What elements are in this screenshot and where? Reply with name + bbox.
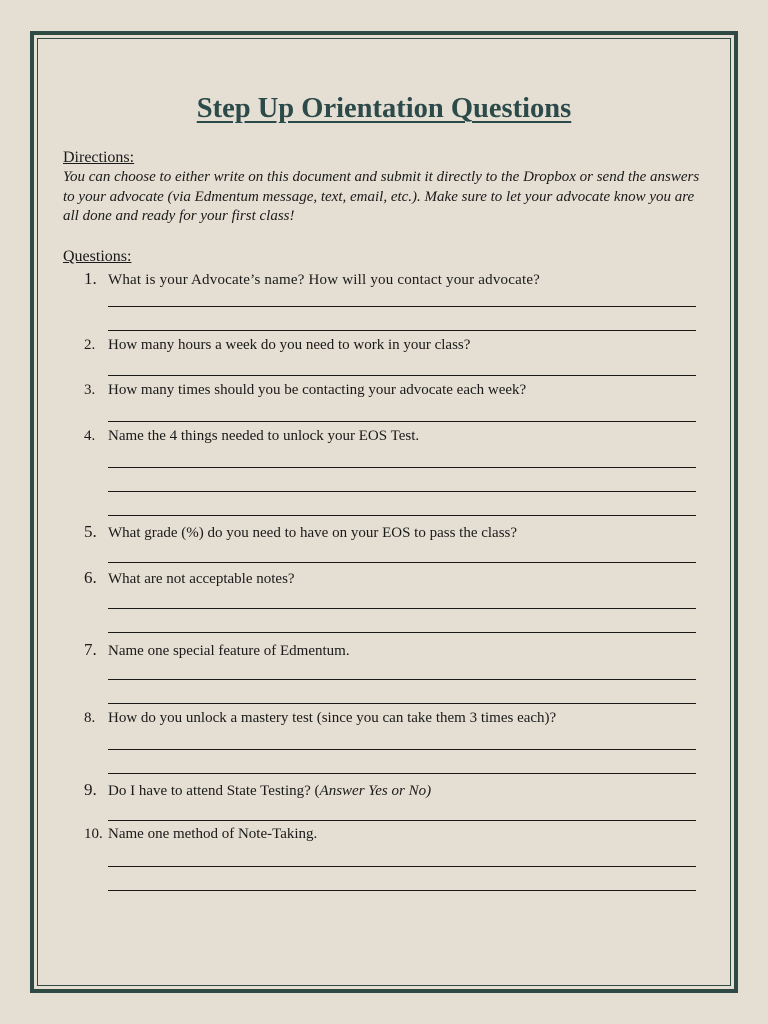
question-text: How many times should you be contacting your advocate each week? [108, 382, 527, 398]
answer-line[interactable] [108, 562, 696, 563]
answer-line[interactable] [108, 679, 696, 680]
answer-line[interactable] [108, 491, 696, 492]
question-text-italic: Answer Yes or No) [319, 783, 432, 799]
page-title: Step Up Orientation Questions [196, 93, 572, 124]
answer-line[interactable] [108, 866, 696, 867]
question-number: 7. [84, 640, 97, 659]
directions-text: You can choose to either write on this document and submit it directly to the Dropbox or send the answers to your advocate (via Edmentum message, text, email, etc.). Make sure to let your advocate know you are all done and ready for your first class! [63, 169, 700, 224]
question-text: Name one special feature of Edmentum. [108, 643, 350, 659]
question-text: Name one method of Note-Taking. [108, 826, 318, 842]
answer-line[interactable] [108, 749, 696, 750]
question-3 [84, 382, 724, 399]
question-7 [84, 640, 724, 660]
question-2 [84, 337, 724, 354]
directions-heading: Directions: [63, 149, 135, 166]
answer-line[interactable] [108, 467, 696, 468]
answer-line[interactable] [108, 890, 696, 891]
answer-line[interactable] [108, 608, 696, 609]
question-9 [84, 780, 724, 800]
question-text-plain: Do I have to attend State Testing? ( [108, 783, 320, 799]
question-number: 6. [84, 568, 97, 587]
question-number: 3. [84, 382, 96, 398]
answer-line[interactable] [108, 421, 696, 422]
question-text: How do you unlock a mastery test (since you can take them 3 times each)? [108, 710, 557, 726]
question-number: 10. [84, 826, 103, 842]
answer-line[interactable] [108, 632, 696, 633]
question-number: 5. [84, 522, 97, 541]
question-number: 9. [84, 780, 97, 799]
question-8 [84, 710, 724, 727]
question-text [108, 783, 431, 800]
question-number: 8. [84, 710, 96, 726]
question-number: 4. [84, 428, 96, 444]
question-number: 2. [84, 337, 96, 353]
answer-line[interactable] [108, 703, 696, 704]
answer-line[interactable] [108, 515, 696, 516]
question-number: 1. [84, 269, 97, 288]
answer-line[interactable] [108, 820, 696, 821]
answer-line[interactable] [108, 330, 696, 331]
question-text: How many hours a week do you need to work in your class? [108, 337, 471, 353]
questions-heading: Questions: [63, 248, 132, 265]
question-text: Name the 4 things needed to unlock your EOS Test. [108, 428, 420, 444]
question-5 [84, 522, 724, 542]
answer-line[interactable] [108, 375, 696, 376]
question-1 [84, 269, 724, 289]
answer-line[interactable] [108, 306, 696, 307]
question-4 [84, 428, 724, 445]
question-text: What grade (%) do you need to have on your EOS to pass the class? [108, 525, 518, 541]
question-text: What are not acceptable notes? [108, 571, 295, 587]
question-6 [84, 568, 724, 588]
question-10 [84, 826, 724, 843]
question-text: What is your Advocate’s name? How will you contact your advocate? [108, 272, 541, 288]
answer-line[interactable] [108, 773, 696, 774]
